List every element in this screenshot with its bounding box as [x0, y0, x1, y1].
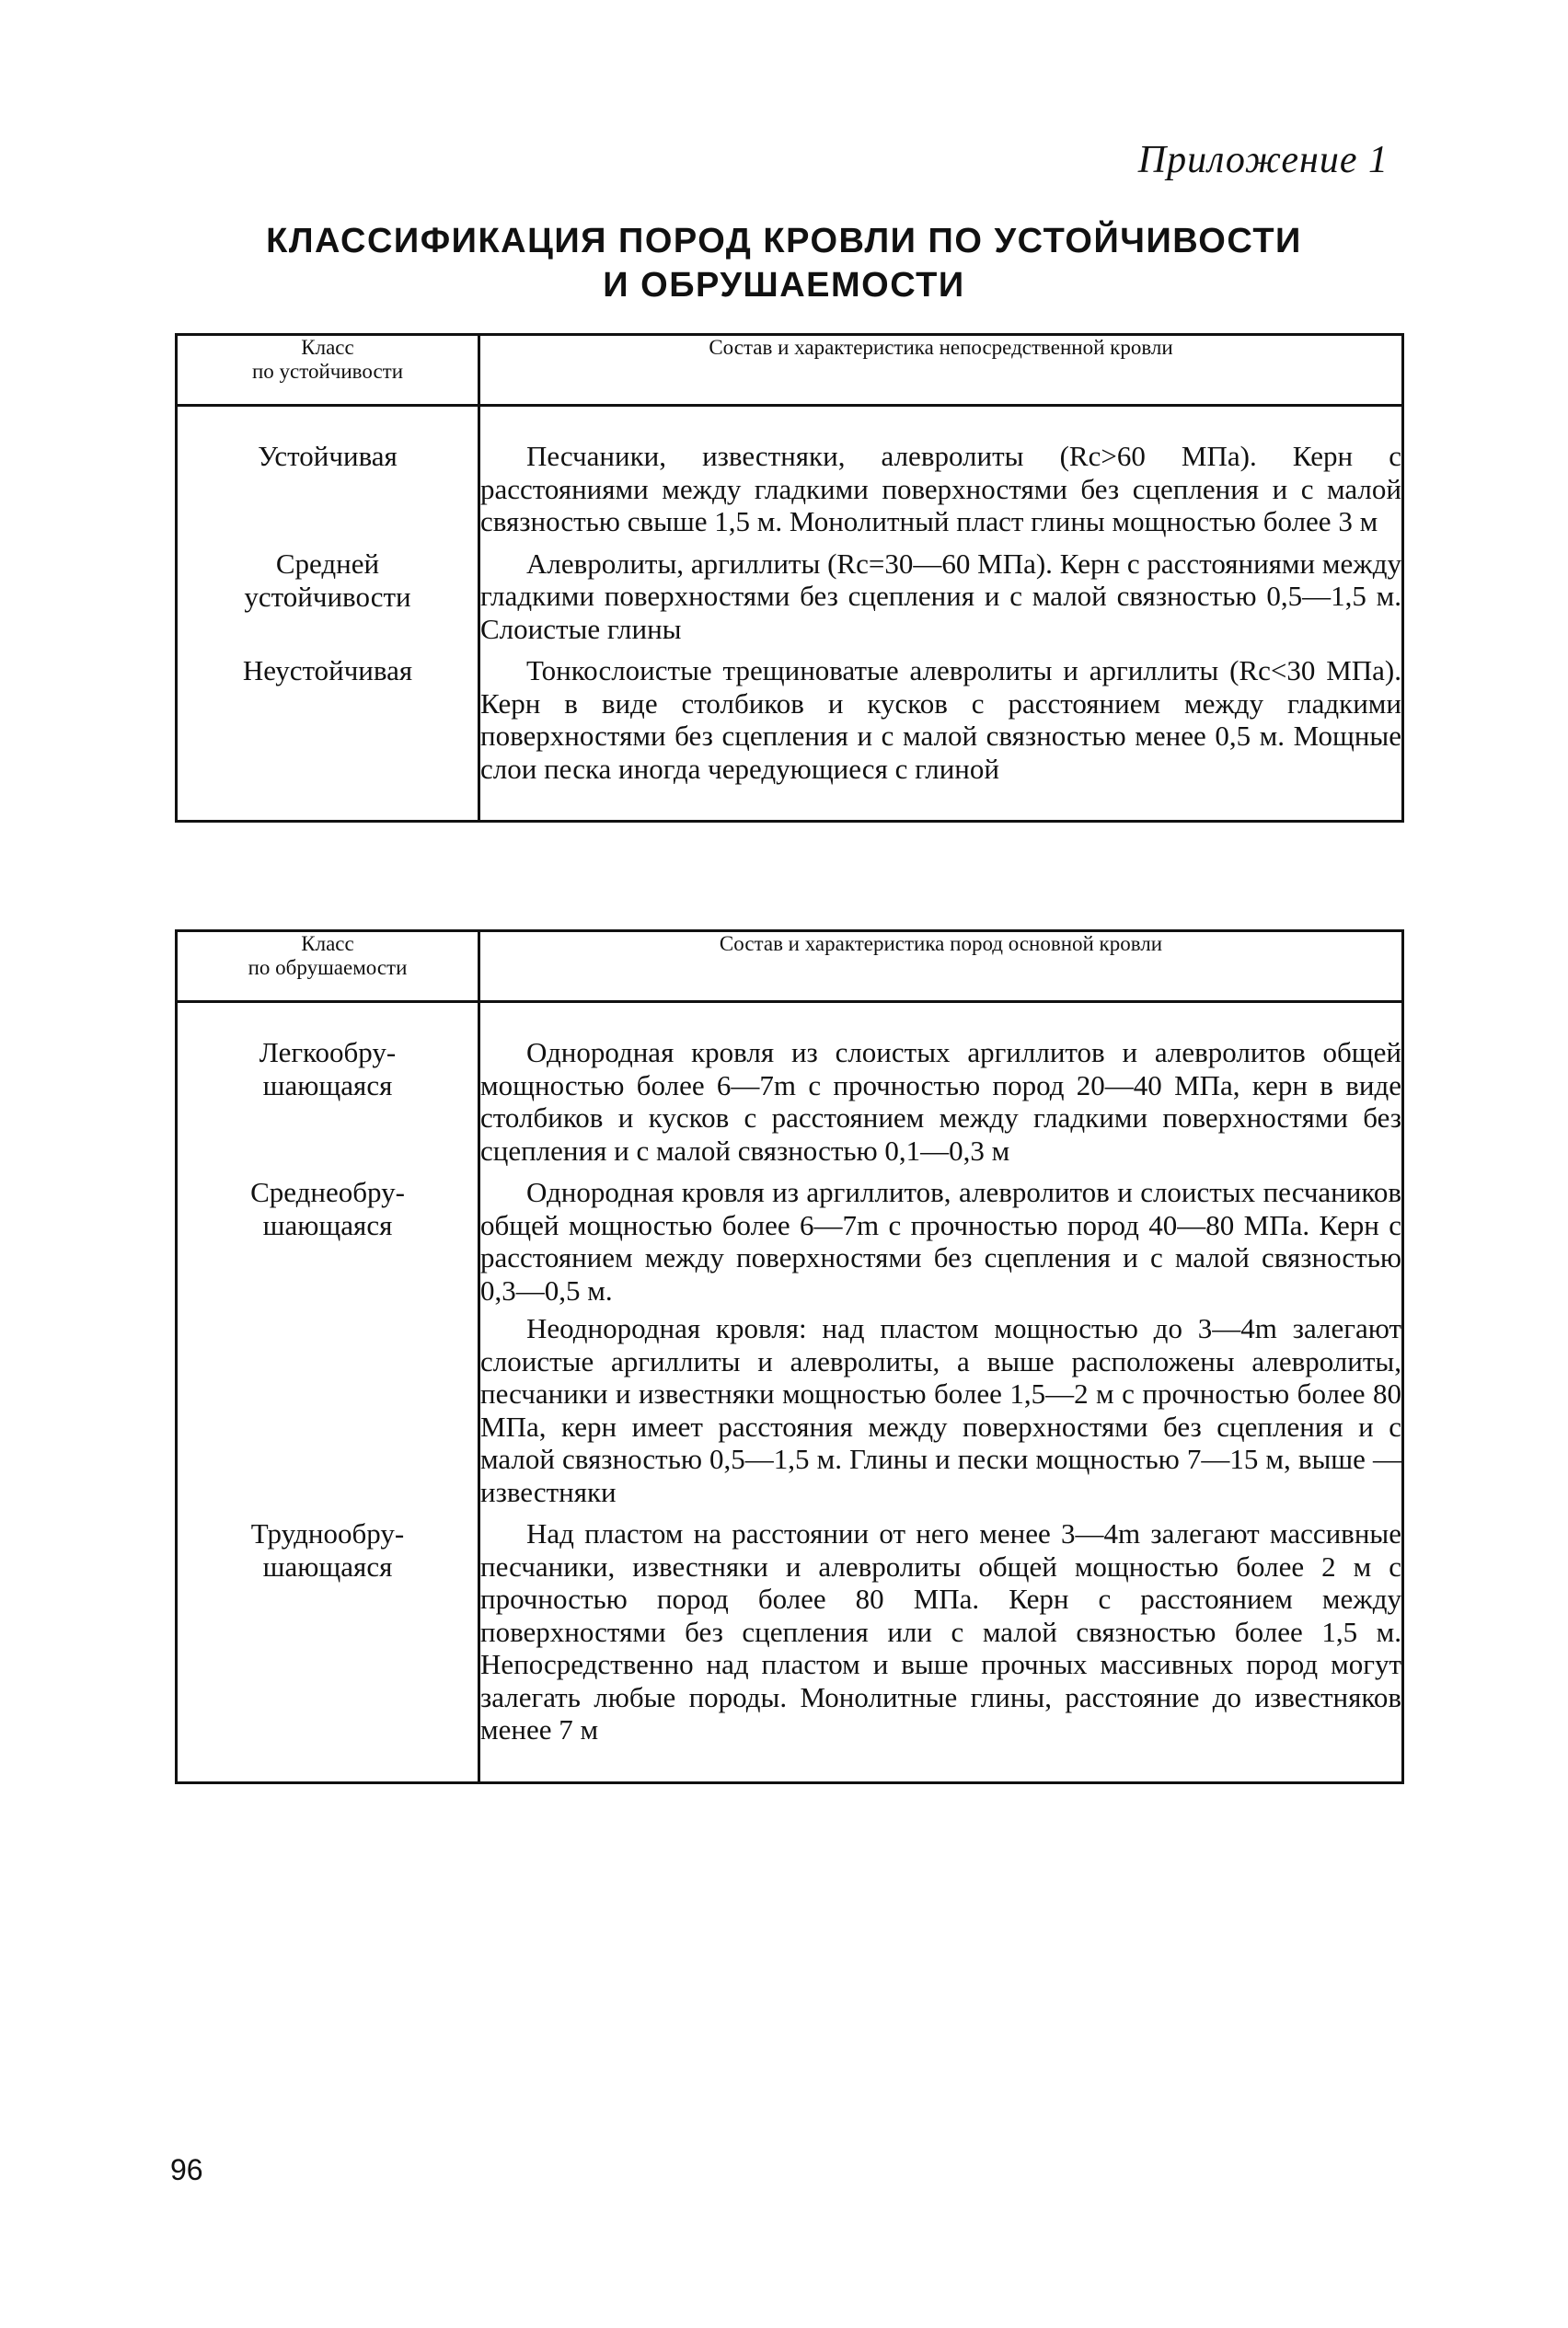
class-cell: [177, 538, 479, 646]
header-description-cell: Состав и характеристика непосредственной кровли: [479, 335, 1403, 406]
header-class-cell: [177, 931, 479, 1002]
header-description-cell: Состав и характеристика пород основной кровли: [479, 931, 1403, 1002]
description-cell: [479, 1167, 1403, 1508]
class-cell: [177, 1167, 479, 1508]
stability-table-header: [177, 335, 1403, 406]
class-cell: [177, 645, 479, 822]
class-name-continuation: шающаяся: [262, 1069, 393, 1101]
description-paragraph: Однородная кровля из слоистых аргиллитов и алевролитов общей мощностью более 6—7m с прочностью пород 20—40 МПа, керн в виде столбиков и кусков с расстоянием между гладкими поверхностями без сцепления и с малой связностью 0,1—0,3 м: [480, 1036, 1401, 1167]
header-class-sublabel: по устойчивости: [251, 360, 404, 383]
table-row: [177, 406, 1403, 538]
class-name-continuation: шающаяся: [262, 1209, 393, 1241]
header-class-label: Класс: [301, 932, 354, 955]
description-cell: [479, 1002, 1403, 1168]
description-paragraph: Неоднородная кровля: над пластом мощностью до 3—4m залегают слоистые аргиллиты и алевролиты, а выше расположены алевролиты, песчаники и известняки мощностью более 1,5—2 м с прочностью более 80 МПа, керн имеет расстояния между поверхностями без сцепления и с малой связностью 0,5—1,5 м. Глины и пески мощностью 7—15 м, выше — известняки: [480, 1312, 1401, 1508]
class-cell: [177, 1508, 479, 1782]
description-cell: Песчаники, известняки, алевролиты (Rc>60 МПа). Керн с расстояниями между гладкими поверхностями без сцепления и с малой связностью свыше 1,5 м. Монолитный пласт глины мощностью более 3 м: [480, 440, 1401, 537]
description-cell: Алевролиты, аргиллиты (Rc=30—60 МПа). Керн с расстояниями между гладкими поверхностями без сцепления и с малой связностью 0,5—1,5 м. Слоистые глины: [480, 547, 1401, 645]
description-paragraph: Над пластом на расстоянии от него менее 3—4m залегают массивные песчаники, известняки и алевролиты общей мощностью более 2 м с прочностью пород более 80 МПа. Керн с расстоянием между поверхностями без сцепления или с малой связностью более 1,5 м. Непосредственно над пластом и выше прочных массивных пород могут залегать любые породы. Монолитные глины, расстояние до известняков менее 7 м: [480, 1517, 1401, 1746]
header-class-sublabel: по обрушаемости: [248, 956, 408, 979]
page-title: [0, 219, 1568, 307]
class-name: Неустойчивая: [242, 654, 413, 686]
title-line-2: И ОБРУШАЕМОСТИ: [603, 266, 965, 305]
class-cell: [177, 1002, 479, 1168]
class-name: Труднообру-: [250, 1517, 405, 1550]
class-name: Среднеобру-: [250, 1176, 405, 1208]
appendix-label: Приложение 1: [1137, 139, 1389, 181]
stability-table: [175, 333, 1404, 823]
class-name: Устойчивая: [258, 440, 398, 472]
header-class-cell: [177, 335, 479, 406]
table-row: [177, 1167, 1403, 1508]
table-row: [177, 645, 1403, 822]
class-name-continuation: шающаяся: [262, 1550, 393, 1583]
class-name: Средней: [275, 547, 380, 580]
header-class-label: Класс: [301, 336, 354, 359]
description-paragraph: Однородная кровля из аргиллитов, алевролитов и слоистых песчаников общей мощностью более 6—7m с прочностью пород 40—80 МПа. Керн с расстоянием между поверхностями без сцепления и с малой связностью 0,3—0,5 м.: [480, 1176, 1401, 1307]
page-number: 96: [170, 2153, 203, 2186]
title-line-1: КЛАССИФИКАЦИЯ ПОРОД КРОВЛИ ПО УСТОЙЧИВОСТИ: [266, 222, 1302, 260]
description-cell: Тонкослоистые трещиноватые алевролиты и аргиллиты (Rc<30 МПа). Керн в виде столбиков и кусков с расстоянием между гладкими поверхностями без сцепления и с малой связностью менее 0,5 м. Мощные слои песка иногда чередующиеся с глиной: [480, 654, 1401, 785]
cavability-table-header: [177, 931, 1403, 1002]
class-cell: [177, 406, 479, 538]
table-row: [177, 1002, 1403, 1168]
table-row: [177, 1508, 1403, 1782]
class-name: Легкообру-: [259, 1036, 397, 1068]
table-row: [177, 538, 1403, 646]
cavability-table: [175, 929, 1404, 1784]
description-cell: [479, 1508, 1403, 1782]
class-name-continuation: устойчивости: [244, 580, 411, 613]
